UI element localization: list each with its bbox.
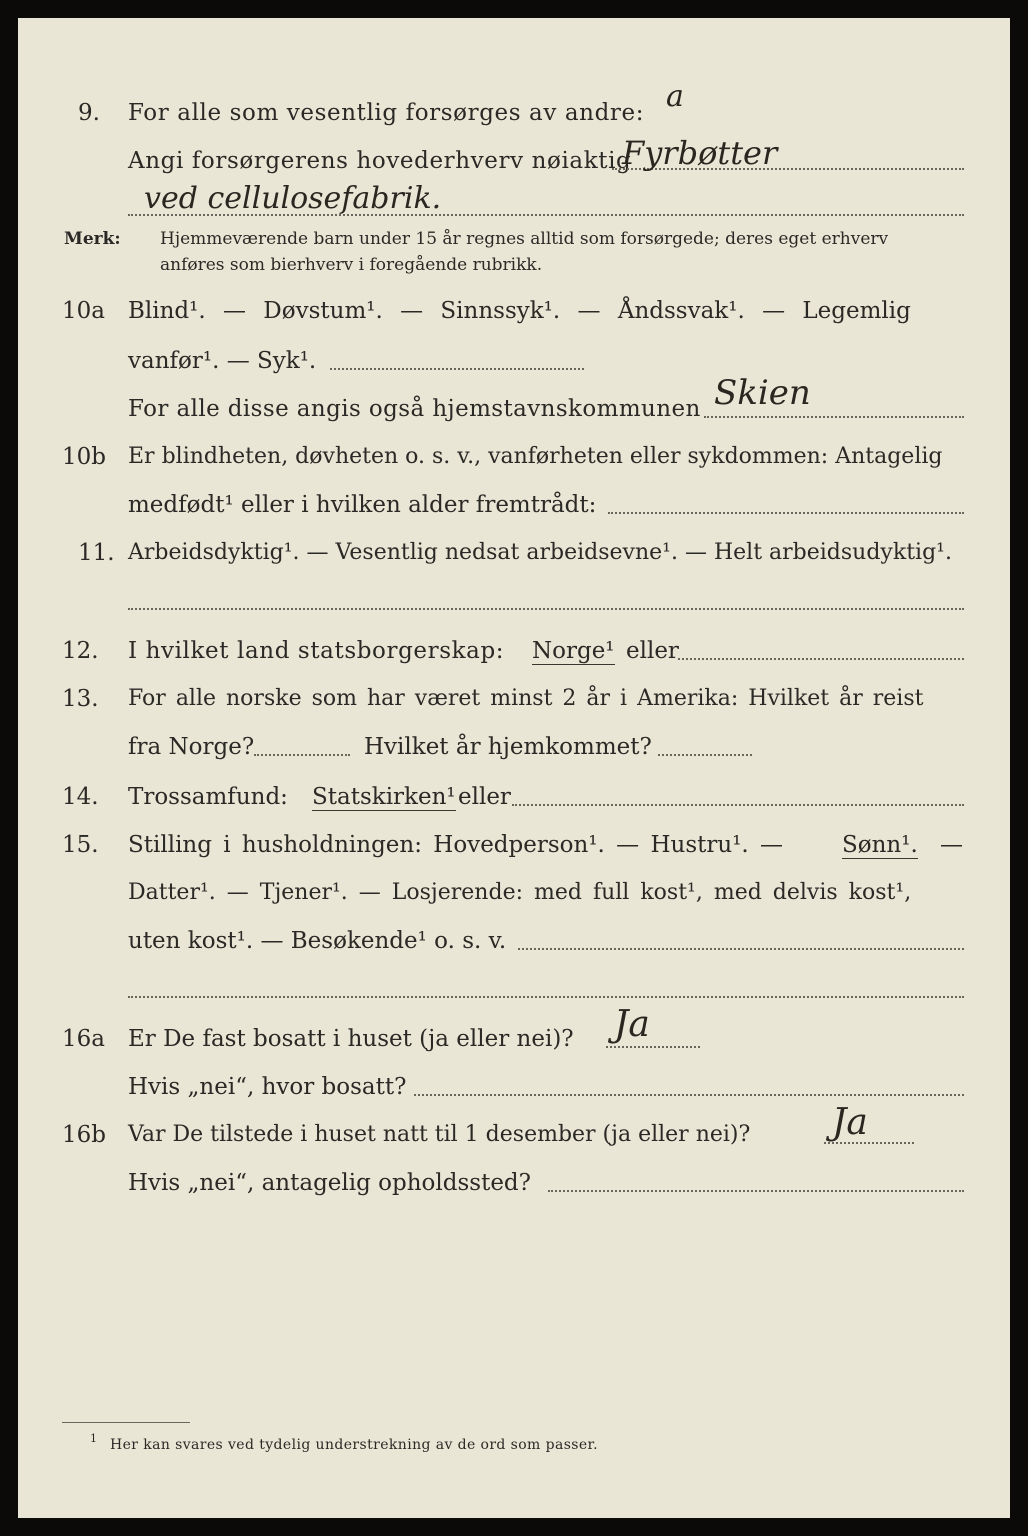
q10a-number: 10a bbox=[62, 298, 105, 324]
q12-answer-line bbox=[678, 658, 964, 660]
q10a-answer-line2 bbox=[704, 416, 964, 418]
merk-line2: anføres som bierhverv i foregående rubrikk. bbox=[160, 255, 543, 275]
q9-line1: For alle som vesentlig forsørges av andre: bbox=[128, 100, 645, 126]
q13-line1: For alle norske som har været minst 2 år i Amerika: Hvilket år reist bbox=[128, 686, 924, 711]
q16a-line2: Hvis „nei“, hvor bosatt? bbox=[128, 1074, 407, 1100]
q12-line1-post: eller bbox=[626, 638, 679, 664]
q9-line2: Angi forsørgerens hovederhverv nøiaktig bbox=[128, 148, 632, 174]
q15-line1-pre: Stilling i husholdningen: Hovedperson¹. — Hustru¹. — bbox=[128, 832, 784, 858]
q13-answer-line2 bbox=[658, 754, 752, 756]
q9-handwritten-answer2: ved cellulosefabrik. bbox=[144, 181, 442, 216]
q16b-handwritten-answer: Ja bbox=[832, 1102, 868, 1143]
q10a-line1: Blind¹. — Døvstum¹. — Sinnssyk¹. — Åndssvak¹. — Legemlig bbox=[128, 298, 911, 324]
q15-line2: Datter¹. — Tjener¹. — Losjerende: med full kost¹, med delvis kost¹, bbox=[128, 880, 912, 905]
q9-handwritten-answer1: Fyrbøtter bbox=[622, 134, 778, 172]
q9-handwritten-a: a bbox=[666, 79, 684, 114]
q14-number: 14. bbox=[62, 784, 99, 810]
q14-line1-post: eller bbox=[458, 784, 511, 810]
q10a-answer-line1 bbox=[330, 368, 584, 370]
q16a-line1: Er De fast bosatt i huset (ja eller nei)? bbox=[128, 1026, 574, 1052]
q12-line1-pre: I hvilket land statsborgerskap: bbox=[128, 638, 505, 664]
footnote-mark: 1 bbox=[90, 1432, 97, 1445]
q10a-line3: For alle disse angis også hjemstavnskommunen bbox=[128, 396, 701, 422]
q10a-handwritten-answer: Skien bbox=[714, 373, 811, 413]
q16b-answer-line2 bbox=[548, 1190, 964, 1192]
q16a-number: 16a bbox=[62, 1026, 105, 1052]
q13-answer-line1 bbox=[254, 754, 350, 756]
q15-line3: uten kost¹. — Besøkende¹ o. s. v. bbox=[128, 928, 507, 954]
q14-line1-pre: Trossamfund: bbox=[128, 784, 288, 810]
q14-statskirken-underlined: Statskirken¹ bbox=[312, 784, 456, 810]
q10a-line2: vanfør¹. — Syk¹. bbox=[128, 348, 317, 374]
q11-number: 11. bbox=[78, 540, 115, 566]
q12-norge-underlined: Norge¹ bbox=[532, 638, 615, 664]
merk-line1: Hjemmeværende barn under 15 år regnes alltid som forsørgede; deres eget erhverv bbox=[160, 229, 889, 249]
q16a-handwritten-answer: Ja bbox=[614, 1004, 650, 1045]
q9-number: 9. bbox=[78, 100, 100, 126]
q16b-line1: Var De tilstede i huset natt til 1 desember (ja eller nei)? bbox=[128, 1122, 751, 1147]
q14-answer-line bbox=[512, 804, 964, 806]
q10b-number: 10b bbox=[62, 444, 106, 470]
merk-label: Merk: bbox=[64, 229, 121, 249]
q13-line2a: fra Norge? bbox=[128, 734, 255, 760]
census-form-page bbox=[18, 18, 1010, 1518]
q11-answer-line bbox=[128, 608, 964, 610]
q15-answer-line1 bbox=[518, 948, 964, 950]
q15-sonn-underlined: Sønn¹. bbox=[842, 832, 918, 858]
q13-line2b: Hvilket år hjemkommet? bbox=[364, 734, 652, 760]
q16a-answer-line2 bbox=[414, 1094, 964, 1096]
footnote-rule bbox=[62, 1422, 190, 1423]
footnote-text: Her kan svares ved tydelig understrekning av de ord som passer. bbox=[110, 1437, 598, 1453]
q13-number: 13. bbox=[62, 686, 99, 712]
q15-line1-post: — bbox=[940, 832, 963, 858]
q15-answer-line2 bbox=[128, 996, 964, 998]
q11-line1: Arbeidsdyktig¹. — Vesentlig nedsat arbeidsevne¹. — Helt arbeidsudyktig¹. bbox=[128, 540, 952, 565]
q15-number: 15. bbox=[62, 832, 99, 858]
q10b-line2: medfødt¹ eller i hvilken alder fremtrådt: bbox=[128, 492, 597, 518]
q12-number: 12. bbox=[62, 638, 99, 664]
q16b-number: 16b bbox=[62, 1122, 106, 1148]
q10b-answer-line bbox=[608, 512, 964, 514]
q10b-line1: Er blindheten, døvheten o. s. v., vanførheten eller sykdommen: Antagelig bbox=[128, 444, 943, 469]
q16b-line2: Hvis „nei“, antagelig opholdssted? bbox=[128, 1170, 531, 1196]
q16a-answer-line1 bbox=[606, 1046, 700, 1048]
